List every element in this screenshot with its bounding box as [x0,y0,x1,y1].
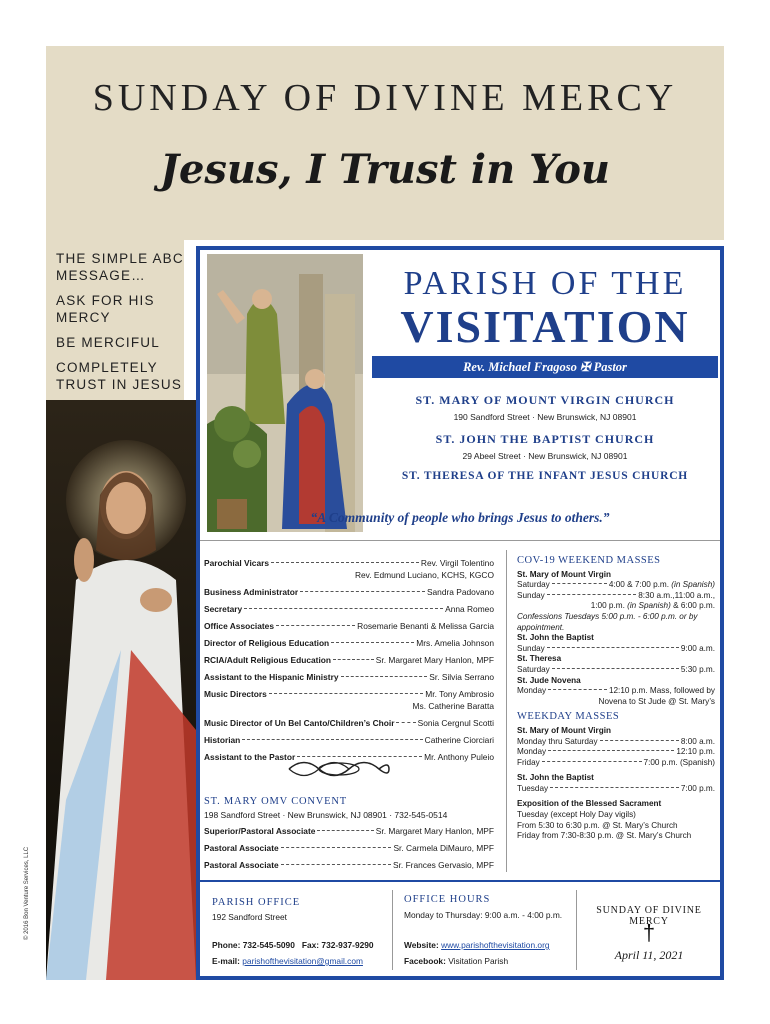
staff-role: Assistant to the Pastor [204,752,296,762]
staff-name: Mr. Tony Ambrosio [425,689,494,699]
footer-divider [576,890,577,970]
pastor-bar: Rev. Michael Fragoso ✠ Pastor [372,356,718,378]
column-divider [506,550,507,872]
parish-motto: “A Community of people who brings Jesus to others.” [310,510,610,525]
convent-role: Pastoral Associate [204,843,279,853]
mass-day: Monday [517,747,547,757]
staff-extra: Rev. Edmund Luciano, KCHS, KGCO [354,570,494,580]
mass-time: & 6:00 p.m. [673,601,715,611]
staff-name: Sr. Margaret Mary Hanlon, MPF [375,655,494,665]
mass-schedule [517,556,715,842]
mass-time: 9:00 a.m. [680,643,715,653]
staff-list [204,558,494,769]
mass-day: Sunday [517,643,545,653]
church-2-name: ST. JOHN THE BAPTIST CHURCH [435,432,655,446]
staff-row [204,689,494,700]
office-hours: Monday to Thursday: 9:00 a.m. - 4:00 p.m. [404,910,563,920]
staff-name: Anna Romeo [445,604,494,614]
staff-row [204,558,494,569]
parish-of-heading: PARISH OF THE [403,265,687,302]
bulletin-date: April 11, 2021 [614,948,684,962]
mass-church: St. John the Baptist [517,633,594,643]
staff-row [204,604,494,615]
confessions: Confessions Tuesdays 5:00 p.m. - 6:00 p.m. or by appointment. [517,611,698,632]
staff-role: Assistant to the Hispanic Ministry [204,672,339,682]
staff-name: Rev. Virgil Tolentino [420,558,494,568]
staff-role: Office Associates [204,621,274,631]
mass-time: 5:30 p.m. [680,664,715,674]
mass-time: 12:10 p.m. Mass, followed by [608,686,715,696]
mass-time: 8:00 a.m. [680,736,715,746]
convent-list [204,826,494,877]
mass-line [517,737,715,748]
mass-line [517,665,715,676]
weekend-masses-title: COV-19 WEEKEND MASSES [517,555,661,566]
top-banner [46,46,724,240]
staff-name: Rosemarie Benanti & Melissa Garcia [357,621,494,631]
staff-role: Secretary [204,604,243,614]
mass-time: 7:00 p.m. [680,783,715,793]
church-2-address: 29 Abeel Street · New Brunswick, NJ 08901 [462,451,628,461]
facebook-name: Visitation Parish [448,956,509,966]
mass-day: Saturday [517,580,550,590]
fax-number: 732-937-9290 [321,940,374,950]
email [212,956,363,966]
staff-role: Director of Religious Education [204,638,330,648]
phone-number: 732-545-5090 [242,940,295,950]
divine-mercy-image [46,400,196,980]
mass-line [517,784,715,795]
staff-extra: Ms. Catherine Baratta [412,701,494,711]
facebook [404,956,508,966]
staff-row [204,638,494,649]
staff-row [204,621,494,632]
novena-title: St. Jude Novena [517,675,581,685]
mass-line [517,591,715,602]
phone-fax [212,940,374,950]
abc-message [56,250,184,401]
convent-row [204,860,494,871]
abc-intro: THE SIMPLE ABC MESSAGE… [56,251,184,283]
exposition-line: Tuesday (except Holy Day vigils) [517,810,636,820]
convent-role: Superior/Pastoral Associate [204,826,316,836]
exposition-line: Friday from 7:30-8:30 p.m. @ St. Mary’s Church [517,831,692,841]
mass-line: Novena to St Jude @ St. Mary’s [598,696,715,706]
church-2 [372,432,718,461]
convent-role: Pastoral Associate [204,860,279,870]
abc-c: COMPLETELY TRUST IN JESUS [56,360,183,392]
church-1-name: ST. MARY OF MOUNT VIRGIN CHURCH [415,393,675,407]
abc-b: BE MERCIFUL [56,335,160,350]
website [404,940,550,950]
staff-name: Mrs. Amelia Johnson [416,638,494,648]
parish-office-title: PARISH OFFICE [212,897,301,908]
convent-name: Sr. Frances Gervasio, MPF [393,860,494,870]
mass-line [517,747,715,758]
staff-row [204,655,494,666]
church-1 [372,393,718,422]
mass-day: Monday thru Saturday [517,736,598,746]
staff-name: Sr. Silvia Serrano [429,672,494,682]
flourish-ornament [284,756,394,782]
staff-row [204,735,494,746]
footer-divider [392,890,393,970]
mass-church: St. Mary of Mount Virgin [517,569,612,579]
mass-time: 8:30 a.m.,11:00 a.m., [638,590,715,600]
staff-row [204,587,494,598]
copyright: © 2016 Bon Venture Services, LLC [24,846,30,940]
staff-name: Catherine Ciorciari [424,735,494,745]
banner-subtitle: Jesus, I Trust in You [160,146,610,193]
staff-role: Historian [204,735,241,745]
website-label: Website: [404,940,439,950]
staff-role: Music Director of Un Bel Canto/Children’s Choir [204,718,395,728]
email-label: E-mail: [212,956,240,966]
exposition-line: From 5:30 to 6:30 p.m. @ St. Mary’s Church [517,820,678,830]
mass-line [517,644,715,655]
mass-line [517,758,715,769]
staff-name: Sonia Cergnul Scotti [417,718,494,728]
visitation-heading: VISITATION [400,301,690,352]
email-link[interactable]: parishofthevisitation@gmail.com [242,956,363,966]
mass-note: (in Spanish) [671,580,715,590]
staff-row [204,672,494,683]
mass-day: Friday [517,757,540,767]
staff-name: Sandra Padovano [426,587,494,597]
office-hours-title: OFFICE HOURS [404,894,491,905]
visitation-painting [207,254,363,532]
mass-line [517,601,715,612]
mass-day: Tuesday [517,783,549,793]
fax-label: Fax: [301,940,320,950]
abc-a: ASK FOR HIS MERCY [56,293,155,325]
mass-line [517,580,715,591]
footer-rule [200,880,720,882]
website-link[interactable]: www.parishofthevisitation.org [441,940,550,950]
staff-name: Mr. Anthony Puleio [424,752,494,762]
mass-time: 1:00 p.m. [590,601,625,611]
mass-note: (in Spanish) [627,601,671,611]
church-1-address: 190 Sandford Street · New Brunswick, NJ 08901 [453,412,637,422]
exposition-title: Exposition of the Blessed Sacrament [517,799,662,809]
mass-line [517,686,715,697]
staff-role: RCIA/Adult Religious Education [204,655,332,665]
mass-time: 7:00 p.m. (Spanish) [643,757,715,767]
convent-row [204,826,494,837]
mass-church: St. Mary of Mount Virgin [517,725,612,735]
footer-sunday-name: SUNDAY OF DIVINE MERCY [596,905,702,927]
mass-time: 12:10 p.m. [676,747,715,757]
mass-day: Sunday [517,590,545,600]
mass-church: St. Theresa [517,654,562,664]
mass-church: St. John the Baptist [517,773,594,783]
convent-title: ST. MARY OMV CONVENT [204,796,347,807]
staff-role: Parochial Vicars [204,558,270,568]
phone-label: Phone: [212,940,241,950]
staff-row [204,718,494,729]
facebook-label: Facebook: [404,956,446,966]
church-3-name: ST. THERESA OF THE INFANT JESUS CHURCH [401,470,689,482]
convent-name: Sr. Margaret Mary Hanlon, MPF [375,826,494,836]
banner-title: SUNDAY OF DIVINE MERCY [92,77,678,119]
cross-icon: † [642,920,656,945]
mass-day: Monday [517,686,547,696]
mass-day: Saturday [517,664,550,674]
staff-role: Music Directors [204,689,267,699]
staff-role: Business Administrator [204,587,299,597]
weekday-masses-title: WEEKDAY MASSES [517,711,620,723]
mass-time: 4:00 & 7:00 p.m. [608,580,670,590]
parish-office-address: 192 Sandford Street [212,912,287,922]
convent-address: 198 Sandford Street · New Brunswick, NJ 08901 · 732-545-0514 [204,810,448,820]
convent-row [204,843,494,854]
divider [200,540,720,541]
convent-name: Sr. Carmela DiMauro, MPF [393,843,494,853]
